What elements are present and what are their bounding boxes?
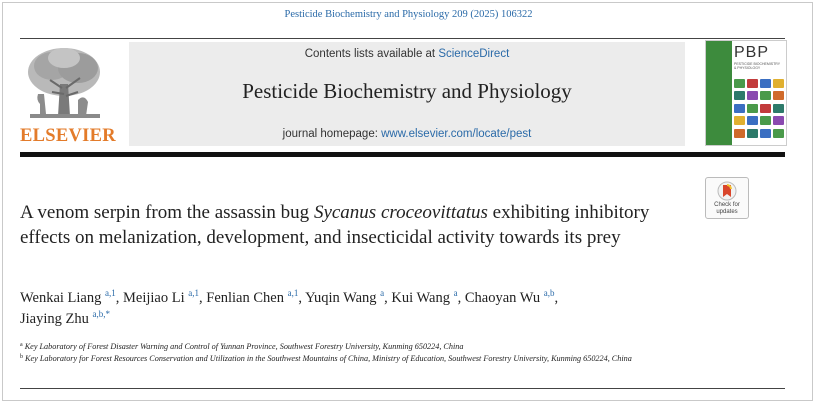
- author[interactable]: [465, 290, 555, 306]
- journal-cover-thumbnail[interactable]: [705, 40, 787, 146]
- journal-citation[interactable]: Pesticide Biochemistry and Physiology 209 (2025) 106322: [284, 9, 533, 20]
- check-updates-icon: [717, 181, 737, 201]
- check-for-updates-button[interactable]: [705, 177, 749, 219]
- homepage-line: [129, 128, 685, 140]
- affiliation-item: [20, 341, 710, 353]
- elsevier-tree-icon: [22, 44, 106, 124]
- author-list: Wenkai Liang $^{a,1}$, Meijiao Li $^{a,1}$, Fenlian Chen $^{a,1}$, Yuqin Wang $^a$, Kui Wang $^a$, Chaoyan Wu $^{a,b}$, Jiaying Zhu $^{a,b,*}$: [20, 288, 559, 327]
- journal-title: Pesticide Biochemistry and Physiology: [242, 79, 572, 103]
- cover-image-grid: [734, 79, 784, 139]
- article-title: [20, 200, 690, 250]
- author-affiliation-marker[interactable]: a,b,*: [92, 309, 110, 319]
- journal-homepage-link[interactable]: www.elsevier.com/locate/pest: [381, 128, 532, 140]
- author[interactable]: [20, 290, 116, 306]
- top-divider: [20, 38, 785, 39]
- homepage-prefix: journal homepage:: [282, 128, 382, 140]
- title-part-1: A venom serpin from the assassin bug: [20, 202, 314, 223]
- author-name: Fenlian Chen: [206, 290, 284, 306]
- cover-subtitle: PESTICIDE BIOCHEMISTRY & PHYSIOLOGY: [734, 62, 780, 70]
- check-updates-label: Check for updates: [714, 202, 740, 215]
- bottom-divider: [20, 388, 785, 389]
- title-part-2: exhibiting inhibitory effects on melanization, development, and insecticidal activity towards its prey: [20, 202, 650, 248]
- header-thick-divider: [20, 152, 785, 157]
- affiliation-item: [20, 353, 710, 365]
- cover-side-strip: [706, 41, 732, 145]
- author-affiliation-marker[interactable]: a,1: [188, 288, 199, 298]
- contents-prefix: Contents lists available at: [304, 48, 439, 60]
- author-name: Jiaying Zhu: [20, 311, 89, 327]
- author-name: Chaoyan Wu: [464, 290, 541, 306]
- author-name: Kui Wang: [391, 290, 450, 306]
- author-affiliation-marker[interactable]: a,b: [543, 288, 555, 298]
- author-name: Meijiao Li: [123, 290, 185, 306]
- elsevier-logo[interactable]: [20, 44, 116, 146]
- author[interactable]: [123, 290, 199, 306]
- author-affiliation-marker[interactable]: a: [453, 288, 458, 298]
- author-affiliation-marker[interactable]: a: [380, 288, 385, 298]
- affiliation-text: Key Laboratory of Forest Disaster Warning and Control of Yunnan Province, Southwest Forestry University, Kunming 650224, China: [24, 342, 464, 351]
- author-affiliation-marker[interactable]: a,1: [287, 288, 299, 298]
- affiliation-label: b: [20, 353, 23, 360]
- author[interactable]: [391, 290, 457, 306]
- elsevier-wordmark: ELSEVIER: [20, 126, 116, 146]
- affiliations: [20, 341, 710, 364]
- contents-line: [129, 48, 685, 60]
- affiliation-text: Key Laboratory for Forest Resources Conservation and Utilization in the Southwest Mountains of China, Ministry of Education, Southwest Forestry University, Kunming 650224, China: [25, 353, 632, 363]
- cover-acronym: PBP: [734, 44, 770, 61]
- author-name: Yuqin Wang: [305, 290, 377, 306]
- author[interactable]: [20, 311, 110, 327]
- author-affiliation-marker[interactable]: a,1: [105, 288, 116, 298]
- author[interactable]: [305, 290, 384, 306]
- sciencedirect-link[interactable]: ScienceDirect: [438, 48, 510, 60]
- author-name: Wenkai Liang: [20, 290, 102, 306]
- affiliation-label: a: [20, 342, 23, 348]
- title-species: Sycanus croceovittatus: [313, 202, 488, 223]
- author[interactable]: [206, 290, 298, 306]
- journal-banner: [129, 42, 685, 146]
